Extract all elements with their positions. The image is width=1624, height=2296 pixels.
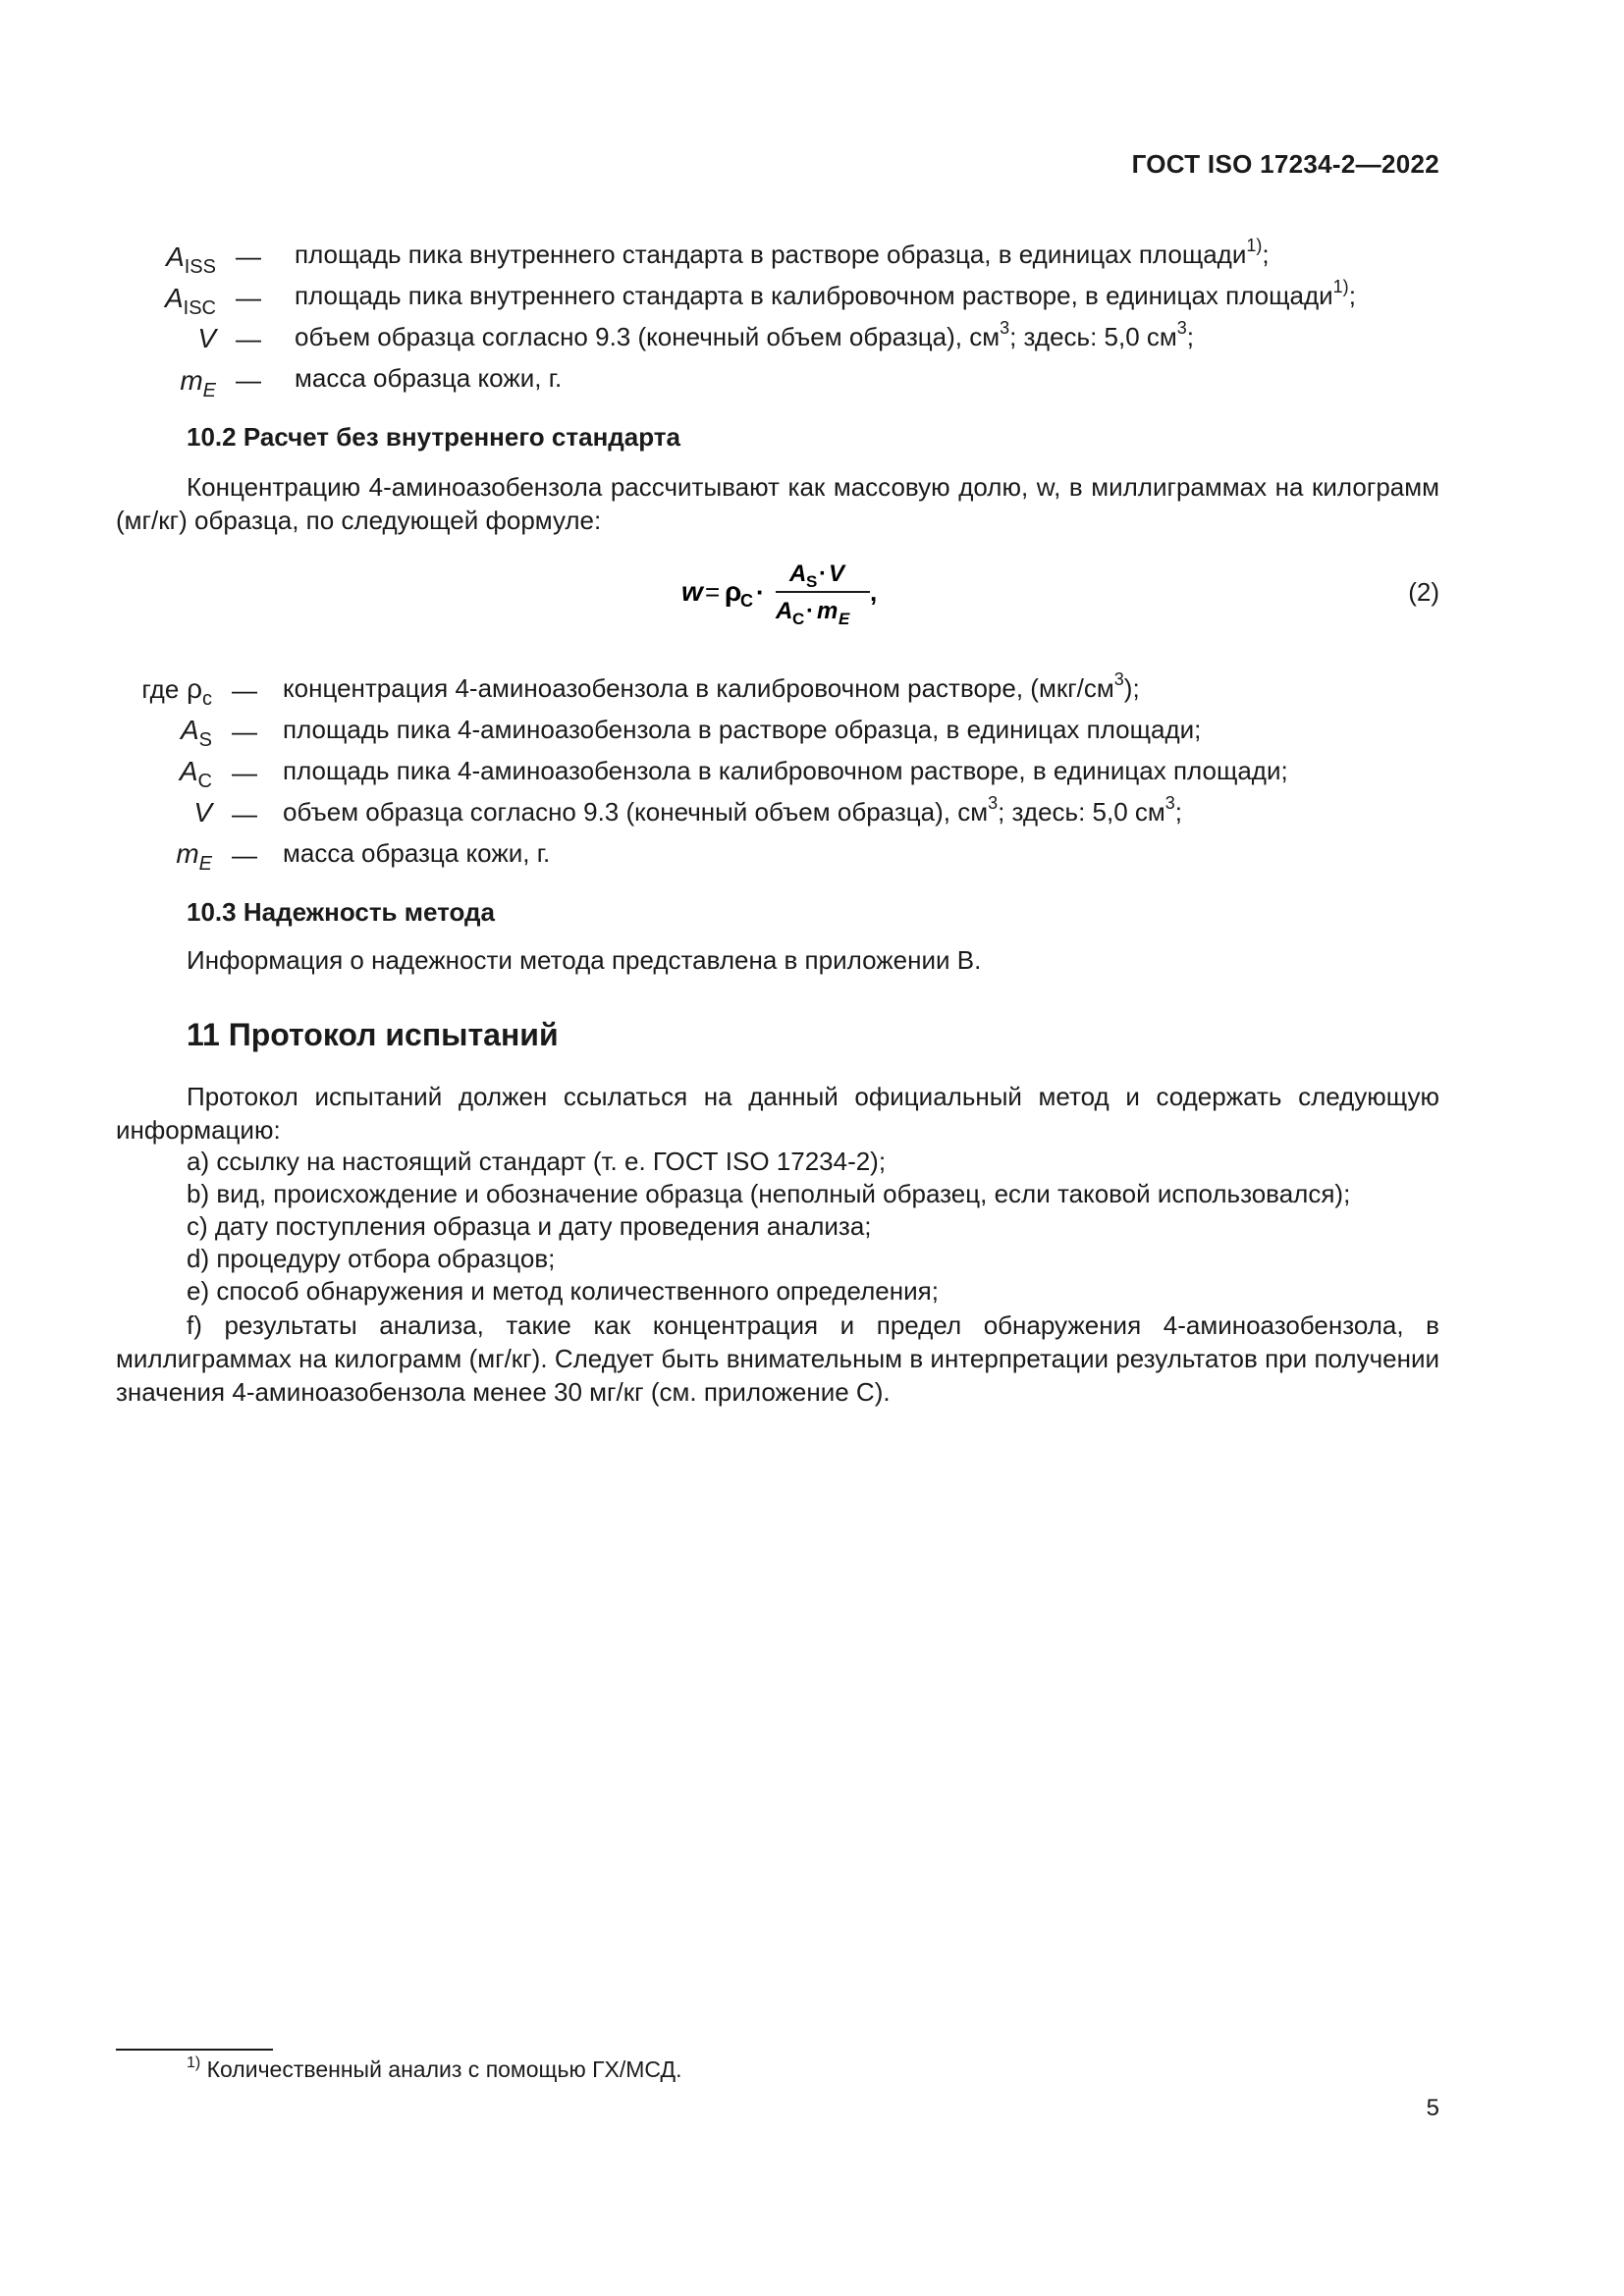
definition-dash: — xyxy=(236,283,261,312)
section-10-3-title: 10.3 Надежность метода xyxy=(187,897,496,927)
list-item-c: c) дату поступления образца и дату проведения анализа; xyxy=(187,1211,872,1241)
definition-a-isc: площадь пика внутреннего стандарта в калибровочном растворе, в единицах площади$^{1)}$; xyxy=(295,277,1356,310)
formula-num-dot: · xyxy=(819,561,827,587)
formula-rho: ρ xyxy=(725,576,742,607)
footnote: $^{1)}$ Количественный анализ с помощью ГХ/МСД. xyxy=(187,2055,682,2082)
list-item-e: e) способ обнаружения и метод количественного определения; xyxy=(187,1276,939,1306)
footnote-separator xyxy=(116,2049,273,2051)
symbol-v: V xyxy=(193,797,212,828)
symbol-a-isc: $A_{ISC}$ xyxy=(164,283,216,319)
section-10-3-paragraph: Информация о надежности метода представлена в приложении B. xyxy=(187,945,982,975)
formula-den-dot: · xyxy=(806,598,814,624)
section-11-title: 11 Протокол испытаний xyxy=(187,1017,559,1052)
equation-number: (2) xyxy=(1408,577,1439,607)
symbol-v: V xyxy=(197,323,216,353)
formula-w: w xyxy=(681,576,703,607)
formula-equals: = xyxy=(705,577,721,607)
definition-dash: — xyxy=(232,675,257,705)
definition-dash: — xyxy=(232,840,257,870)
definition-dash: — xyxy=(236,365,261,395)
definition-dash: — xyxy=(232,799,257,828)
definition-dash: — xyxy=(236,241,261,271)
definition-dash: — xyxy=(232,717,257,746)
formula-den-a: A xyxy=(776,598,793,624)
definition-m-e: масса образца кожи, г. xyxy=(295,363,563,393)
definition-m-e: масса образца кожи, г. xyxy=(283,838,551,868)
symbol-a-c: $A_C$ xyxy=(179,756,212,792)
section-10-2-paragraph: Концентрацию 4-аминоазобензола рассчитывают как массовую долю, w, в миллиграммах на килограмм (мг/кг) образца, по следующей формуле: xyxy=(116,472,1439,535)
formula-rho-sub: C xyxy=(740,591,753,611)
symbol-a-s: $A_S$ xyxy=(180,715,212,751)
document-code: ГОСТ ISO 17234-2—2022 xyxy=(1131,149,1439,179)
symbol-m-e: $m_E$ xyxy=(176,838,212,875)
definition-a-iss: площадь пика внутреннего стандарта в растворе образца, в единицах площади$^{1)}$; xyxy=(295,236,1270,269)
section-11-intro: Протокол испытаний должен ссылаться на данный официальный метод и содержать следующую информацию: xyxy=(116,1082,1439,1145)
formula-dot: · xyxy=(756,577,765,607)
definition-a-s: площадь пика 4-аминоазобензола в растворе образца, в единицах площади; xyxy=(283,715,1202,744)
symbol-m-e: $m_E$ xyxy=(180,365,216,401)
definition-v: объем образца согласно 9.3 (конечный объем образца), $см^3$; здесь: 5,0 $см^3$; xyxy=(295,318,1195,351)
list-item-f: f) результаты анализа, такие как концентрация и предел обнаружения 4-аминоазобензола, в миллиграммах на килограмм (мг/кг). Следует быть внимательным в интерпретации результатов при получении значения 4-аминоазобензола менее 30 мг/кг (см. приложение C). xyxy=(116,1310,1439,1407)
formula-num-a: A xyxy=(789,561,807,587)
list-item-d: d) процедуру отбора образцов; xyxy=(187,1244,556,1273)
definition-dash: — xyxy=(236,324,261,353)
definition-a-c: площадь пика 4-аминоазобензола в калибровочном растворе, в единицах площади; xyxy=(283,756,1288,785)
formula-2 xyxy=(677,556,913,634)
formula-num-a-sub: S xyxy=(806,572,818,591)
list-item-a: a) ссылку на настоящий стандарт (т. е. ГОСТ ISO 17234-2); xyxy=(187,1147,887,1176)
list-item-b: b) вид, происхождение и обозначение образца (неполный образец, если таковой использовался); xyxy=(187,1179,1351,1208)
formula-den-m-sub: E xyxy=(839,610,850,628)
page-number: 5 xyxy=(1426,2095,1439,2121)
symbol-rho-c: где $\rho_c$ xyxy=(141,673,212,710)
formula-den-a-sub: C xyxy=(792,610,805,628)
definition-rho-c: концентрация 4-аминоазобензола в калибровочном растворе, $(мкг/см^3)$; xyxy=(283,669,1140,703)
formula-num-v: V xyxy=(829,561,845,587)
definition-v: объем образца согласно 9.3 (конечный объем образца), $см^3$; здесь: 5,0 $см^3$; xyxy=(283,793,1183,827)
definition-dash: — xyxy=(232,758,257,787)
formula-comma: , xyxy=(870,577,878,607)
section-10-2-title: 10.2 Расчет без внутреннего стандарта xyxy=(187,422,680,452)
formula-den-m: m xyxy=(817,598,839,624)
symbol-a-iss: $A_{ISS}$ xyxy=(166,241,216,278)
